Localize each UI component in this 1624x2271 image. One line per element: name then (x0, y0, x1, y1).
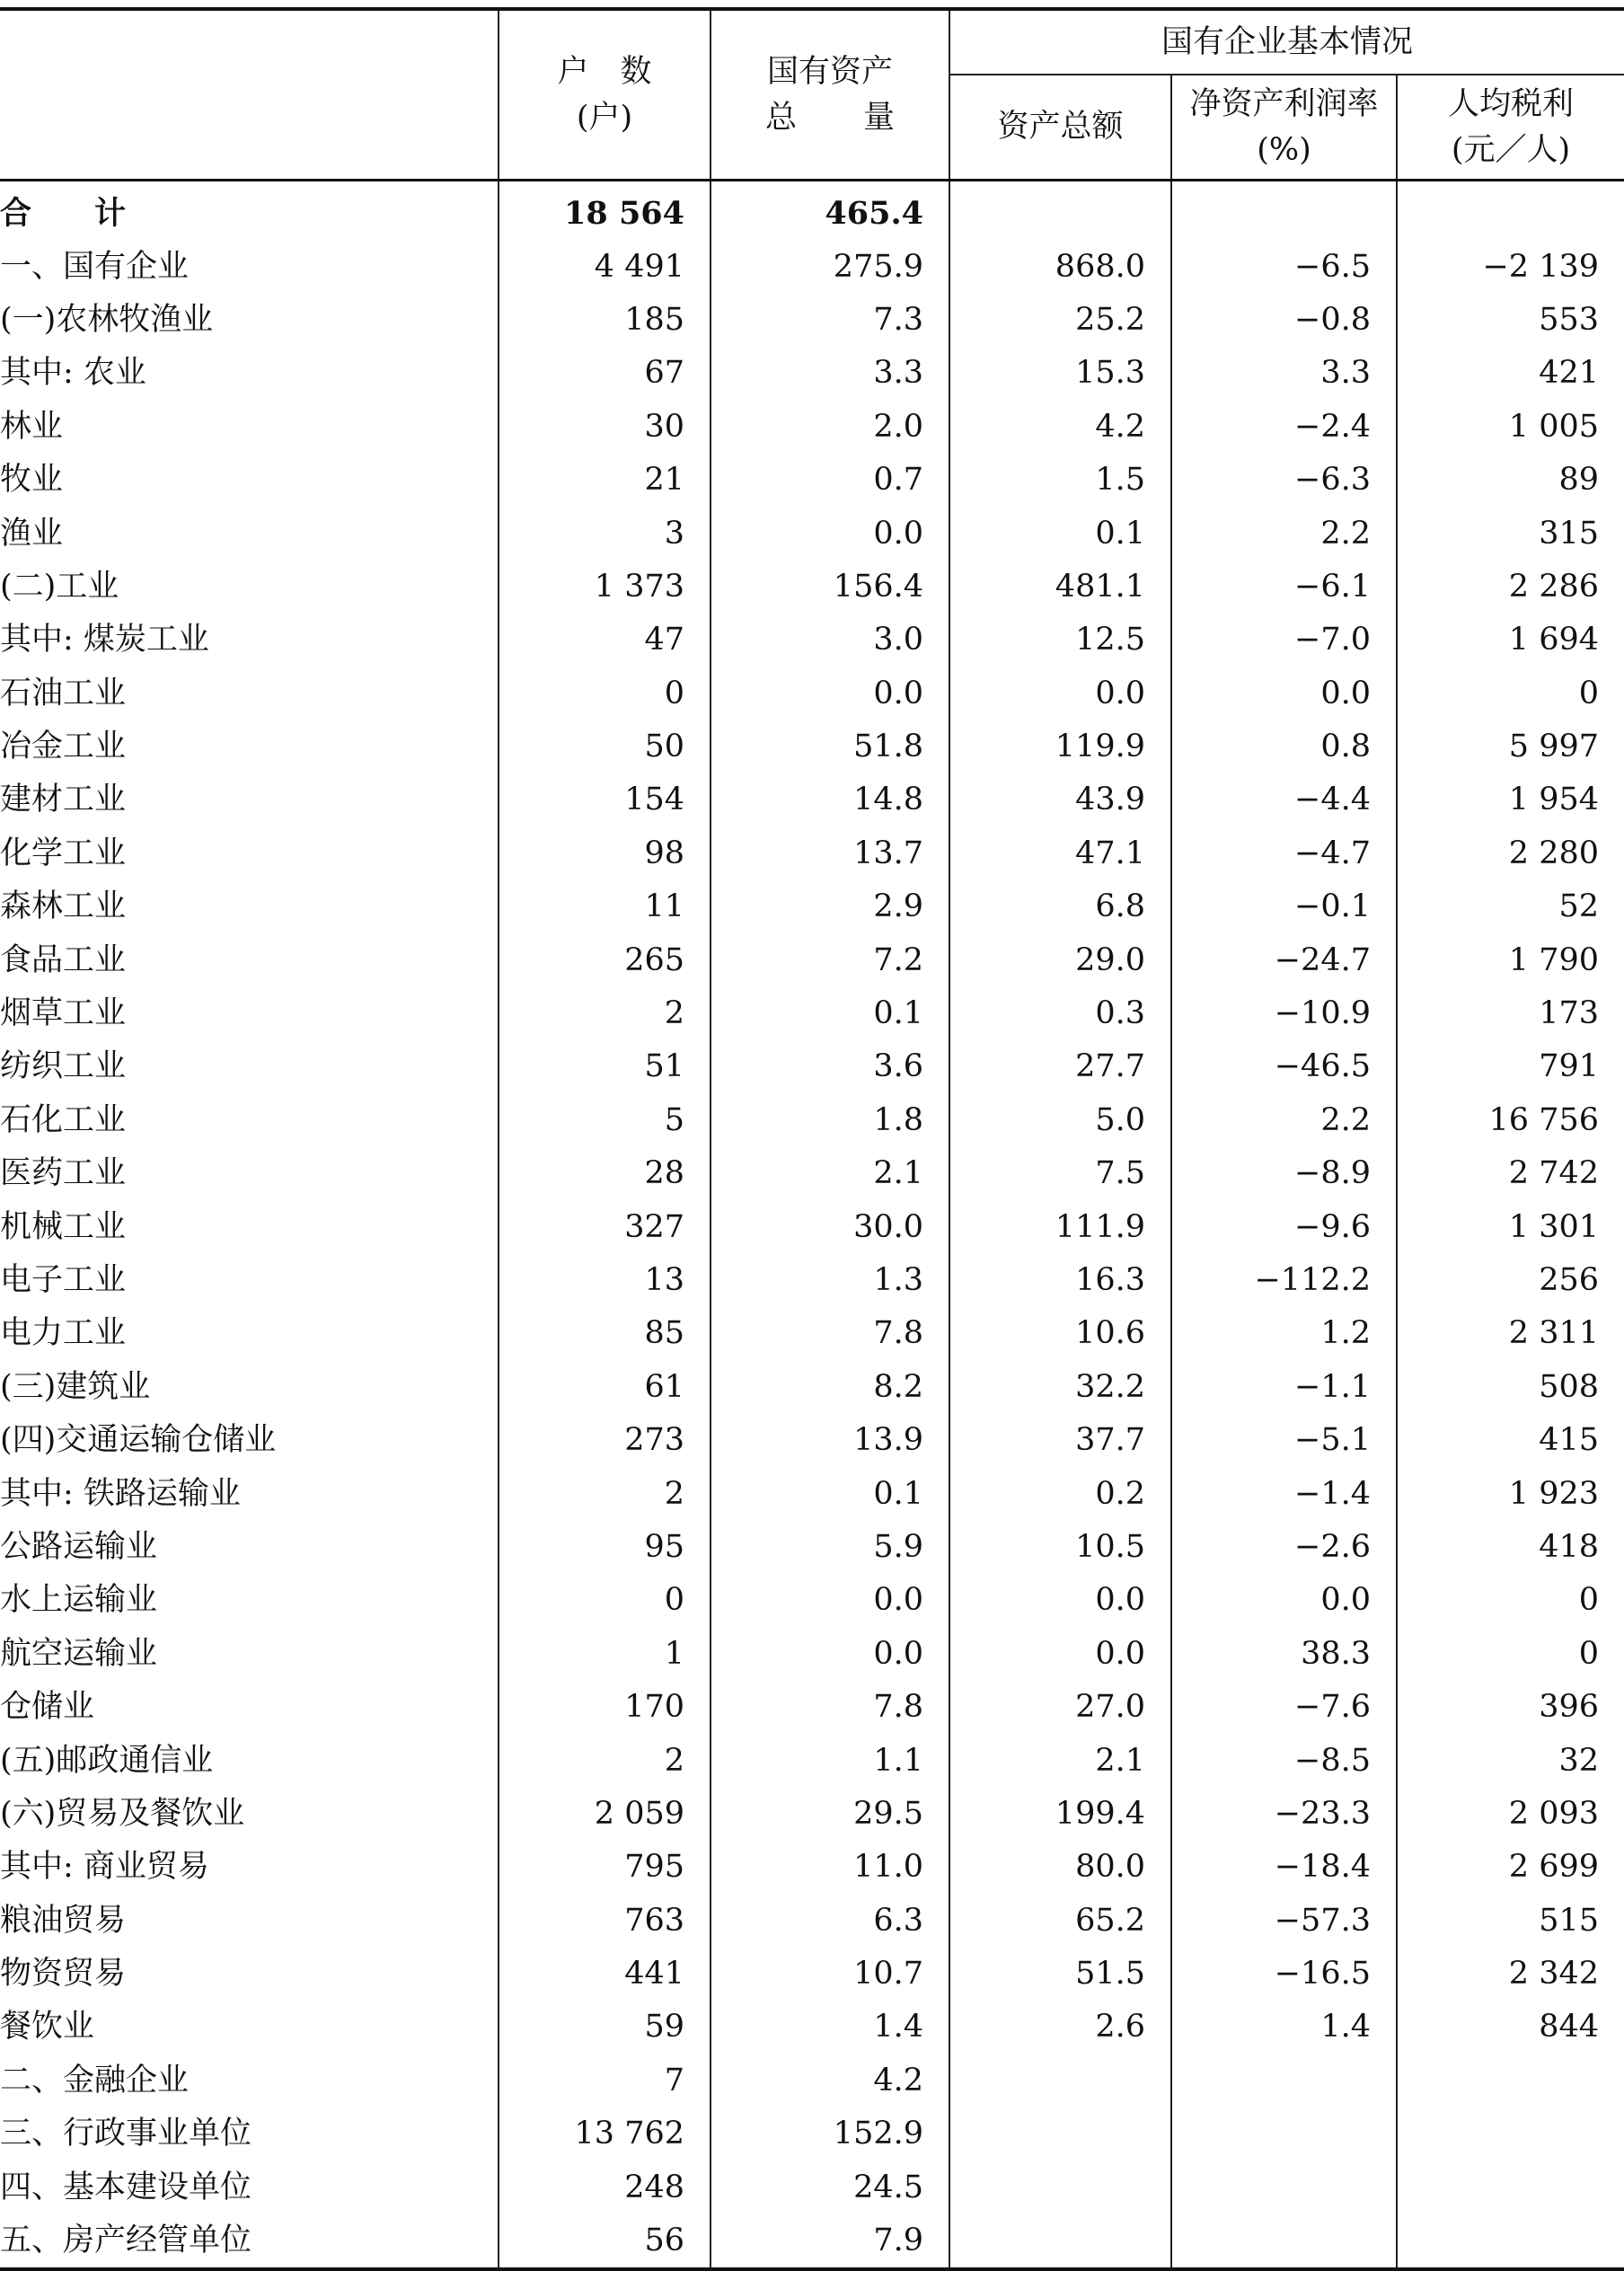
cell-total-assets: 111.9 (949, 1200, 1171, 1253)
table-row (0, 454, 1624, 507)
row-label: 机械工业 (0, 1208, 127, 1245)
cell-tax (1397, 2161, 1624, 2214)
cell-roe: −4.4 (1171, 773, 1397, 826)
cell-total-assets: 199.4 (949, 1788, 1171, 1841)
header-households-line2: (户) (576, 99, 633, 136)
cell-roe: −5.1 (1171, 1414, 1397, 1467)
cell-households: 2 (499, 1734, 710, 1787)
cell-households: 56 (499, 2214, 710, 2269)
row-label: 合 计 (0, 195, 127, 233)
cell-roe (1171, 2161, 1397, 2214)
cell-households: 67 (499, 347, 710, 400)
row-label: 物资贸易 (0, 1956, 127, 1993)
row-label: 航空运输业 (0, 1635, 158, 1672)
cell-state-assets: 0.0 (710, 1574, 949, 1627)
header-total-assets (949, 75, 1171, 181)
cell-tax: 2 342 (1397, 1948, 1624, 2001)
cell-tax: 553 (1397, 294, 1624, 347)
table-row (0, 1040, 1624, 1093)
table-row (0, 880, 1624, 933)
cell-households: 30 (499, 401, 710, 454)
row-label: 粮油贸易 (0, 1902, 127, 1939)
cell-roe: −9.6 (1171, 1200, 1397, 1253)
cell-tax: 32 (1397, 1734, 1624, 1787)
cell-state-assets: 14.8 (710, 773, 949, 826)
cell-state-assets: 3.6 (710, 1040, 949, 1093)
cell-roe: −6.3 (1171, 454, 1397, 507)
row-label: 水上运输业 (0, 1582, 158, 1619)
cell-total-assets: 0.2 (949, 1467, 1171, 1520)
cell-households: 248 (499, 2161, 710, 2214)
header-total-assets-label: 资产总额 (997, 109, 1124, 146)
table-row (0, 561, 1624, 614)
cell-roe: −4.7 (1171, 827, 1397, 880)
table-row (0, 2055, 1624, 2108)
header-row-label-cell (0, 9, 499, 181)
header-state-assets-line2-a: 总 (765, 99, 798, 136)
row-label: 建材工业 (0, 782, 127, 818)
table-body (0, 181, 1624, 2270)
cell-households: 327 (499, 1200, 710, 1253)
cell-total-assets: 119.9 (949, 720, 1171, 773)
table-row (0, 2108, 1624, 2161)
cell-total-assets (949, 181, 1171, 241)
cell-tax: 1 005 (1397, 401, 1624, 454)
row-label: 其中: 农业 (0, 355, 146, 392)
cell-tax: 52 (1397, 880, 1624, 933)
cell-total-assets: 47.1 (949, 827, 1171, 880)
cell-roe: −46.5 (1171, 1040, 1397, 1093)
cell-roe: −57.3 (1171, 1895, 1397, 1948)
cell-tax: 2 286 (1397, 561, 1624, 614)
header-roe-line1: 净资产利润率 (1189, 85, 1379, 122)
state-assets-table (0, 7, 1624, 2271)
cell-roe: −8.5 (1171, 1734, 1397, 1787)
cell-roe: 2.2 (1171, 1094, 1397, 1147)
cell-roe: 38.3 (1171, 1628, 1397, 1681)
table-row (0, 240, 1624, 293)
header-state-assets-line2-b: 量 (862, 99, 895, 136)
cell-roe (1171, 181, 1397, 241)
cell-state-assets: 1.1 (710, 1734, 949, 1787)
cell-tax: 418 (1397, 1521, 1624, 1574)
row-label: 食品工业 (0, 941, 127, 978)
cell-state-assets: 1.4 (710, 2001, 949, 2054)
cell-tax: 396 (1397, 1681, 1624, 1734)
cell-households: 1 373 (499, 561, 710, 614)
cell-state-assets: 0.1 (710, 987, 949, 1040)
header-tax (1397, 75, 1624, 181)
cell-households: 7 (499, 2055, 710, 2108)
cell-total-assets: 10.6 (949, 1307, 1171, 1360)
row-label: (五)邮政通信业 (0, 1742, 214, 1779)
cell-tax: 0 (1397, 667, 1624, 720)
row-label: 牧业 (0, 462, 64, 499)
cell-total-assets: 1.5 (949, 454, 1171, 507)
cell-roe: −1.1 (1171, 1361, 1397, 1414)
cell-roe (1171, 2108, 1397, 2161)
row-label: (六)贸易及餐饮业 (0, 1795, 245, 1832)
cell-total-assets: 2.6 (949, 2001, 1171, 2054)
cell-total-assets: 25.2 (949, 294, 1171, 347)
cell-total-assets (949, 2214, 1171, 2269)
cell-tax: 2 280 (1397, 827, 1624, 880)
cell-total-assets: 29.0 (949, 933, 1171, 986)
cell-tax: 1 694 (1397, 614, 1624, 667)
cell-total-assets: 0.0 (949, 667, 1171, 720)
cell-state-assets: 2.1 (710, 1147, 949, 1200)
cell-state-assets: 29.5 (710, 1788, 949, 1841)
table-row (0, 2214, 1624, 2269)
header-households-line1: 户 数 (557, 53, 652, 90)
cell-total-assets: 15.3 (949, 347, 1171, 400)
cell-households: 185 (499, 294, 710, 347)
row-label: 其中: 铁路运输业 (0, 1475, 241, 1512)
cell-households: 3 (499, 507, 710, 560)
cell-roe: −18.4 (1171, 1841, 1397, 1894)
cell-state-assets: 0.0 (710, 1628, 949, 1681)
cell-state-assets: 465.4 (710, 181, 949, 241)
cell-state-assets: 7.9 (710, 2214, 949, 2269)
row-label: 二、金融企业 (0, 2062, 190, 2099)
cell-total-assets: 868.0 (949, 240, 1171, 293)
header-households (499, 9, 710, 181)
cell-roe: −112.2 (1171, 1254, 1397, 1307)
cell-state-assets: 6.3 (710, 1895, 949, 1948)
cell-total-assets: 481.1 (949, 561, 1171, 614)
cell-tax: 1 301 (1397, 1200, 1624, 1253)
table-row (0, 1467, 1624, 1520)
cell-total-assets: 0.0 (949, 1574, 1171, 1627)
table-row (0, 667, 1624, 720)
cell-total-assets (949, 2055, 1171, 2108)
cell-state-assets: 8.2 (710, 1361, 949, 1414)
cell-tax: 508 (1397, 1361, 1624, 1414)
row-label: 化学工业 (0, 835, 127, 871)
table-row (0, 401, 1624, 454)
cell-households: 4 491 (499, 240, 710, 293)
cell-households: 265 (499, 933, 710, 986)
cell-tax: 2 311 (1397, 1307, 1624, 1360)
cell-roe: −7.0 (1171, 614, 1397, 667)
table-row (0, 1681, 1624, 1734)
cell-households: 11 (499, 880, 710, 933)
cell-state-assets: 11.0 (710, 1841, 949, 1894)
cell-households: 2 (499, 1467, 710, 1520)
cell-total-assets: 10.5 (949, 1521, 1171, 1574)
row-label: 石油工业 (0, 675, 127, 711)
table-row (0, 1307, 1624, 1360)
cell-households: 95 (499, 1521, 710, 1574)
table-row (0, 773, 1624, 826)
table-row (0, 1628, 1624, 1681)
cell-tax: 421 (1397, 347, 1624, 400)
cell-roe: −16.5 (1171, 1948, 1397, 2001)
cell-households: 795 (499, 1841, 710, 1894)
cell-households: 441 (499, 1948, 710, 2001)
cell-state-assets: 10.7 (710, 1948, 949, 2001)
cell-roe (1171, 2214, 1397, 2269)
row-label: 其中: 商业贸易 (0, 1849, 209, 1886)
cell-total-assets (949, 2108, 1171, 2161)
cell-households: 59 (499, 2001, 710, 2054)
cell-state-assets: 1.3 (710, 1254, 949, 1307)
cell-tax: 1 790 (1397, 933, 1624, 986)
row-label: (二)工业 (0, 568, 119, 605)
table-row (0, 614, 1624, 667)
row-label: 电子工业 (0, 1262, 127, 1298)
cell-households: 47 (499, 614, 710, 667)
row-label: (一)农林牧渔业 (0, 301, 214, 338)
cell-households: 98 (499, 827, 710, 880)
row-label: (三)建筑业 (0, 1368, 151, 1405)
cell-roe: 1.4 (1171, 2001, 1397, 2054)
cell-households: 50 (499, 720, 710, 773)
table-row (0, 181, 1624, 241)
cell-tax: 173 (1397, 987, 1624, 1040)
row-label: 医药工业 (0, 1155, 127, 1192)
header-group-title: 国有企业基本情况 (949, 9, 1624, 75)
header-tax-line2: (元／人) (1451, 131, 1571, 168)
cell-households: 51 (499, 1040, 710, 1093)
cell-roe (1171, 2055, 1397, 2108)
cell-tax: −2 139 (1397, 240, 1624, 293)
cell-tax: 2 093 (1397, 1788, 1624, 1841)
cell-roe: −10.9 (1171, 987, 1397, 1040)
row-label: 森林工业 (0, 888, 127, 925)
row-label: 烟草工业 (0, 995, 127, 1032)
cell-total-assets: 27.0 (949, 1681, 1171, 1734)
header-state-assets-line2 (711, 95, 949, 141)
cell-tax: 2 699 (1397, 1841, 1624, 1894)
cell-roe: −0.1 (1171, 880, 1397, 933)
cell-households: 763 (499, 1895, 710, 1948)
row-label: 餐饮业 (0, 2009, 95, 2046)
cell-state-assets: 13.7 (710, 827, 949, 880)
cell-roe: −24.7 (1171, 933, 1397, 986)
table-header (0, 9, 1624, 181)
cell-households: 13 (499, 1254, 710, 1307)
cell-state-assets: 156.4 (710, 561, 949, 614)
cell-state-assets: 7.8 (710, 1681, 949, 1734)
table-row (0, 1521, 1624, 1574)
row-label: (四)交通运输仓储业 (0, 1422, 277, 1459)
cell-state-assets: 0.7 (710, 454, 949, 507)
cell-tax: 1 923 (1397, 1467, 1624, 1520)
cell-households: 85 (499, 1307, 710, 1360)
cell-state-assets: 2.0 (710, 401, 949, 454)
cell-state-assets: 0.0 (710, 507, 949, 560)
row-label: 电力工业 (0, 1315, 127, 1352)
cell-households: 170 (499, 1681, 710, 1734)
cell-state-assets: 3.3 (710, 347, 949, 400)
table-row (0, 347, 1624, 400)
cell-households: 21 (499, 454, 710, 507)
row-label: 石化工业 (0, 1101, 127, 1138)
cell-households: 0 (499, 667, 710, 720)
row-label: 纺织工业 (0, 1048, 127, 1085)
cell-tax: 5 997 (1397, 720, 1624, 773)
cell-roe: −6.5 (1171, 240, 1397, 293)
row-label: 一、国有企业 (0, 248, 190, 285)
table-row (0, 507, 1624, 560)
cell-tax: 2 742 (1397, 1147, 1624, 1200)
cell-households: 154 (499, 773, 710, 826)
table-row (0, 1574, 1624, 1627)
cell-tax: 315 (1397, 507, 1624, 560)
cell-total-assets: 27.7 (949, 1040, 1171, 1093)
cell-tax (1397, 2214, 1624, 2269)
header-state-assets (710, 9, 949, 181)
cell-households: 1 (499, 1628, 710, 1681)
table-row (0, 294, 1624, 347)
cell-roe: 2.2 (1171, 507, 1397, 560)
header-state-assets-line1: 国有资产 (766, 53, 893, 90)
cell-tax: 844 (1397, 2001, 1624, 2054)
table-row (0, 1361, 1624, 1414)
cell-roe: −8.9 (1171, 1147, 1397, 1200)
cell-households: 2 (499, 987, 710, 1040)
cell-state-assets: 275.9 (710, 240, 949, 293)
row-label: 公路运输业 (0, 1528, 158, 1565)
cell-total-assets: 80.0 (949, 1841, 1171, 1894)
header-roe (1171, 75, 1397, 181)
row-label: 渔业 (0, 515, 64, 552)
cell-households: 18 564 (499, 181, 710, 241)
cell-roe: 0.0 (1171, 667, 1397, 720)
cell-state-assets: 7.8 (710, 1307, 949, 1360)
row-label: 五、房产经管单位 (0, 2214, 499, 2269)
cell-roe: −1.4 (1171, 1467, 1397, 1520)
cell-total-assets: 6.8 (949, 880, 1171, 933)
cell-tax: 89 (1397, 454, 1624, 507)
cell-tax: 791 (1397, 1040, 1624, 1093)
cell-total-assets (949, 2161, 1171, 2214)
table-row (0, 1948, 1624, 2001)
table-row (0, 2001, 1624, 2054)
table-row (0, 1788, 1624, 1841)
cell-state-assets: 1.8 (710, 1094, 949, 1147)
table-row (0, 933, 1624, 986)
row-label: 冶金工业 (0, 729, 127, 765)
cell-tax (1397, 2055, 1624, 2108)
row-label: 林业 (0, 408, 64, 445)
cell-roe: 3.3 (1171, 347, 1397, 400)
table-row (0, 2161, 1624, 2214)
table-row (0, 1841, 1624, 1894)
cell-tax: 0 (1397, 1628, 1624, 1681)
cell-households: 0 (499, 1574, 710, 1627)
cell-tax (1397, 2108, 1624, 2161)
cell-state-assets: 7.2 (710, 933, 949, 986)
cell-roe: −7.6 (1171, 1681, 1397, 1734)
cell-state-assets: 2.9 (710, 880, 949, 933)
table-row (0, 1147, 1624, 1200)
table-row (0, 827, 1624, 880)
cell-state-assets: 0.1 (710, 1467, 949, 1520)
cell-roe: 0.8 (1171, 720, 1397, 773)
cell-state-assets: 152.9 (710, 2108, 949, 2161)
cell-state-assets: 7.3 (710, 294, 949, 347)
cell-total-assets: 12.5 (949, 614, 1171, 667)
header-roe-line2: (%) (1257, 131, 1311, 168)
cell-total-assets: 4.2 (949, 401, 1171, 454)
cell-total-assets: 43.9 (949, 773, 1171, 826)
row-label: 四、基本建设单位 (0, 2169, 252, 2205)
header-tax-line1: 人均税利 (1447, 85, 1574, 122)
table-row (0, 987, 1624, 1040)
cell-state-assets: 4.2 (710, 2055, 949, 2108)
cell-state-assets: 51.8 (710, 720, 949, 773)
cell-roe: −0.8 (1171, 294, 1397, 347)
cell-total-assets: 0.3 (949, 987, 1171, 1040)
cell-tax: 415 (1397, 1414, 1624, 1467)
cell-roe: −23.3 (1171, 1788, 1397, 1841)
row-label: 仓储业 (0, 1689, 95, 1726)
cell-total-assets: 51.5 (949, 1948, 1171, 2001)
cell-total-assets: 32.2 (949, 1361, 1171, 1414)
cell-households: 61 (499, 1361, 710, 1414)
table-row (0, 1254, 1624, 1307)
cell-households: 5 (499, 1094, 710, 1147)
cell-tax: 515 (1397, 1895, 1624, 1948)
cell-total-assets: 0.0 (949, 1628, 1171, 1681)
cell-roe: −2.4 (1171, 401, 1397, 454)
cell-total-assets: 65.2 (949, 1895, 1171, 1948)
row-label: 三、行政事业单位 (0, 2116, 252, 2152)
cell-tax (1397, 181, 1624, 241)
cell-total-assets: 0.1 (949, 507, 1171, 560)
table-row (0, 1734, 1624, 1787)
cell-roe: −6.1 (1171, 561, 1397, 614)
cell-total-assets: 16.3 (949, 1254, 1171, 1307)
cell-tax: 256 (1397, 1254, 1624, 1307)
cell-state-assets: 13.9 (710, 1414, 949, 1467)
cell-total-assets: 5.0 (949, 1094, 1171, 1147)
cell-households: 2 059 (499, 1788, 710, 1841)
cell-tax: 1 954 (1397, 773, 1624, 826)
cell-total-assets: 7.5 (949, 1147, 1171, 1200)
cell-state-assets: 0.0 (710, 667, 949, 720)
table-row (0, 1200, 1624, 1253)
cell-households: 13 762 (499, 2108, 710, 2161)
row-label: 其中: 煤炭工业 (0, 622, 209, 658)
table-row (0, 1094, 1624, 1147)
table-row (0, 720, 1624, 773)
cell-state-assets: 5.9 (710, 1521, 949, 1574)
cell-state-assets: 24.5 (710, 2161, 949, 2214)
cell-tax: 0 (1397, 1574, 1624, 1627)
cell-households: 273 (499, 1414, 710, 1467)
cell-tax: 16 756 (1397, 1094, 1624, 1147)
cell-state-assets: 30.0 (710, 1200, 949, 1253)
cell-roe: 1.2 (1171, 1307, 1397, 1360)
cell-households: 28 (499, 1147, 710, 1200)
cell-total-assets: 2.1 (949, 1734, 1171, 1787)
cell-total-assets: 37.7 (949, 1414, 1171, 1467)
cell-roe: 0.0 (1171, 1574, 1397, 1627)
cell-state-assets: 3.0 (710, 614, 949, 667)
cell-roe: −2.6 (1171, 1521, 1397, 1574)
table-row (0, 1414, 1624, 1467)
table-row (0, 1895, 1624, 1948)
